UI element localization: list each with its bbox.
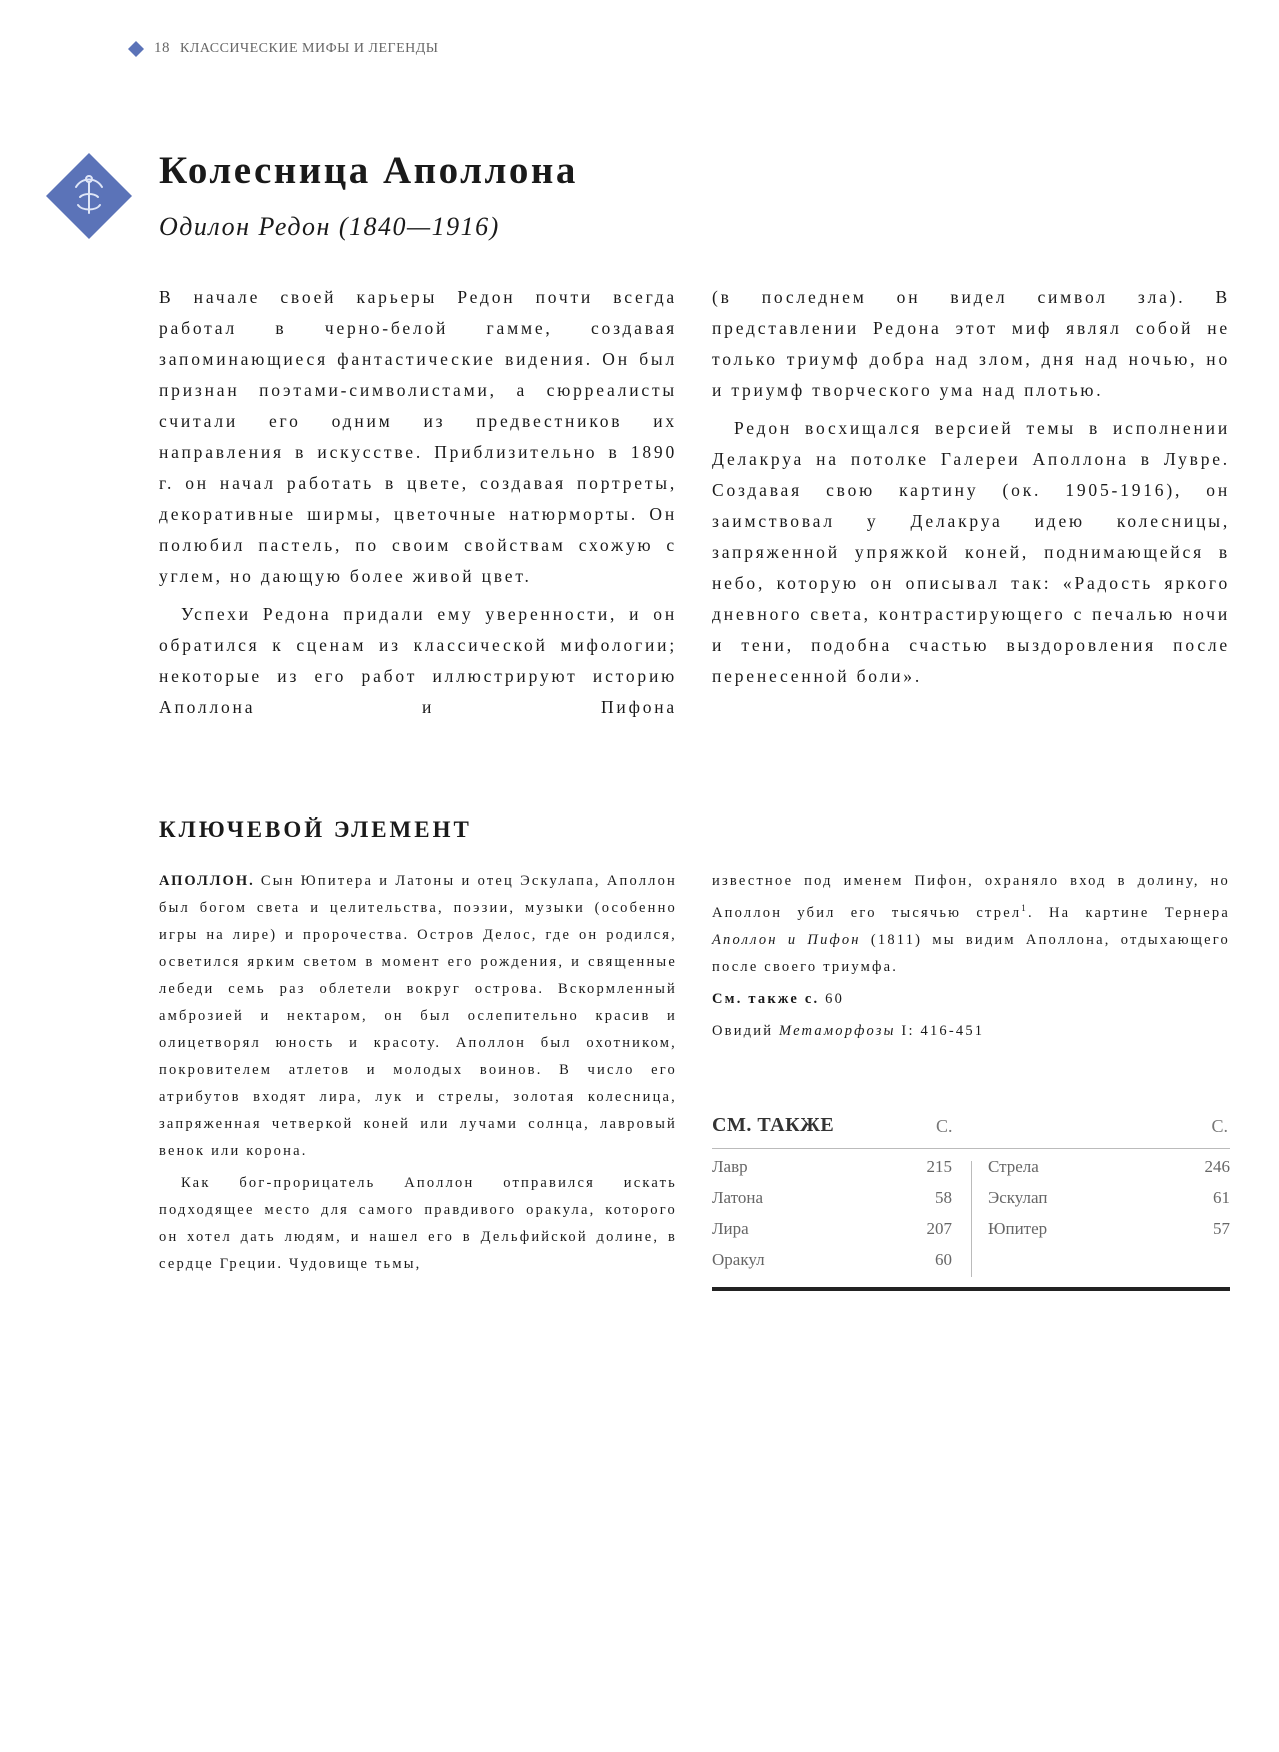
entry-page: 58 — [935, 1188, 952, 1207]
page-column-label: С. — [936, 1116, 953, 1136]
see-also-reference — [712, 986, 1230, 1013]
entry-term: Стрела — [988, 1157, 1039, 1176]
intro-paragraph: Успехи Редона придали ему уверенности, и он обратился к сценам из классической мифологии; некоторые из его работ иллюстрируют историю Аполлона и Пифона — [159, 604, 677, 717]
source-ref: I: 416-451 — [895, 1022, 985, 1039]
key-element-right-column — [712, 868, 1230, 1050]
page-number: 18 — [154, 40, 170, 56]
entry-page: 57 — [1213, 1219, 1230, 1238]
see-also-bottom-rule — [712, 1287, 1230, 1291]
running-header-title: КЛАССИЧЕСКИЕ МИФЫ И ЛЕГЕНДЫ — [180, 40, 439, 56]
see-also-header — [712, 1110, 1230, 1149]
see-also-page: 60 — [819, 990, 845, 1007]
see-also-title: СМ. ТАКЖЕ — [712, 1114, 835, 1136]
entry-page: 61 — [1213, 1188, 1230, 1207]
see-also-right-list — [988, 1157, 1230, 1250]
entry-term: Лира — [712, 1219, 749, 1238]
footnote-marker: 1 — [1021, 903, 1028, 913]
oracle-paragraph: Как бог-прорицатель Аполлон отправился искать подходящее место для самого правдивого оракула, которого он хотел дать людям, и нашел его в Дельфийской долине, в сердце Греции. Чудовище тьмы, — [159, 1175, 677, 1272]
entry-term: Оракул — [712, 1250, 765, 1269]
see-also-entry[interactable] — [712, 1188, 952, 1219]
intro-paragraph: (в последнем он видел символ зла). В представлении Редона этот миф являл собой не только триумф добра над злом, дня над ночью, но и триумф творческого ума над плотью. — [712, 287, 1230, 400]
entry-page: 215 — [926, 1157, 952, 1176]
see-also-box — [712, 1110, 1230, 1291]
apollo-paragraph — [159, 868, 677, 1165]
see-also-entry[interactable] — [988, 1157, 1230, 1188]
key-element-heading: КЛЮЧЕВОЙ ЭЛЕМЕНТ — [159, 817, 472, 842]
diamond-bullet-icon — [128, 41, 144, 57]
see-also-entry[interactable] — [712, 1219, 952, 1250]
entry-page: 207 — [926, 1219, 952, 1238]
article-author: Одилон Редон (1840—1916) — [159, 212, 500, 241]
see-also-entry[interactable] — [712, 1250, 952, 1281]
entry-term: Эскулап — [988, 1188, 1048, 1207]
article-title: Колесница Аполлона — [159, 149, 578, 192]
entry-term: Юпитер — [988, 1219, 1048, 1238]
source-author: Овидий — [712, 1022, 779, 1039]
diamond-emblem-icon — [46, 153, 132, 239]
entry-page: 246 — [1204, 1157, 1230, 1176]
intro-paragraph: В начале своей карьеры Редон почти всегда работал в черно-белой гамме, создавая запоминающиеся фантастические видения. Он был признан поэтами-символистами, а сюрреалисты считали его одним из предвестников их направления в искусстве. Приблизительно в 1890 г. он начал работать в цвете, создавая портреты, декоративные ширмы, цветочные натюрморты. Он полюбил пастель, по своим свойствам схожую с углем, но дающую более живой цвет. — [159, 287, 677, 586]
apollo-text: Сын Юпитера и Латоны и отец Эскулапа, Аполлон был богом света и целительства, поэзии, музыки (особенно игры на лире) и пророчества. Остров Делос, где он родился, осветился ярким светом в момент его рождения, и священные лебеди семь раз облетели вокруг острова. Вскормленный амброзией и нектаром, он был ослепительно красив и олицетворял юность и красоту. Аполлон был охотником, покровителем атлетов и молодых воинов. В число его атрибутов входят лира, лук и стрелы, золотая колесница, запряженная четверкой коней или лучами солнца, лавровый венок или корона. — [159, 873, 677, 1159]
page-column-label: С. — [1211, 1116, 1228, 1136]
key-element-left-column — [159, 868, 677, 1283]
see-also-entry[interactable] — [988, 1188, 1230, 1219]
intro-left-column — [159, 282, 677, 730]
python-paragraph — [712, 868, 1230, 981]
see-also-entry[interactable] — [988, 1219, 1230, 1250]
entry-term: Латона — [712, 1188, 763, 1207]
see-also-label: См. также с. — [712, 990, 820, 1007]
python-text: . На картине Тернера — [1027, 904, 1230, 921]
source-work: Метаморфозы — [779, 1022, 896, 1039]
entry-term: Лавр — [712, 1157, 748, 1176]
intro-right-column — [712, 282, 1230, 699]
source-reference — [712, 1018, 1230, 1045]
python-text: (1811) мы видим Аполлона, отдыхающего после своего триумфа. — [712, 931, 1231, 975]
see-also-left-list — [712, 1157, 952, 1281]
see-also-entry[interactable] — [712, 1157, 952, 1188]
python-text: известное под именем Пифон, охраняло вход в долину, но Аполлон убил его тысячью стрел — [712, 873, 1230, 921]
running-header — [128, 40, 439, 57]
see-also-body — [712, 1149, 1230, 1285]
intro-paragraph: Редон восхищался версией темы в исполнении Делакруа на потолке Галереи Аполлона в Лувре. Создавая свою картину (ок. 1905-1916), он заимствовал у Делакруа идею колесницы, запряженной упряжкой коней, поднимающейся в небо, которую он описывал так: «Радость яркого дневного света, контрастирующего с печалью ночи и тени, подобна счастью выздоровления после перенесенной боли». — [712, 418, 1230, 686]
apollo-lead: АПОЛЛОН. — [159, 873, 255, 889]
see-also-divider — [971, 1161, 972, 1277]
painting-title: Аполлон и Пифон — [712, 931, 861, 948]
entry-page: 60 — [935, 1250, 952, 1269]
